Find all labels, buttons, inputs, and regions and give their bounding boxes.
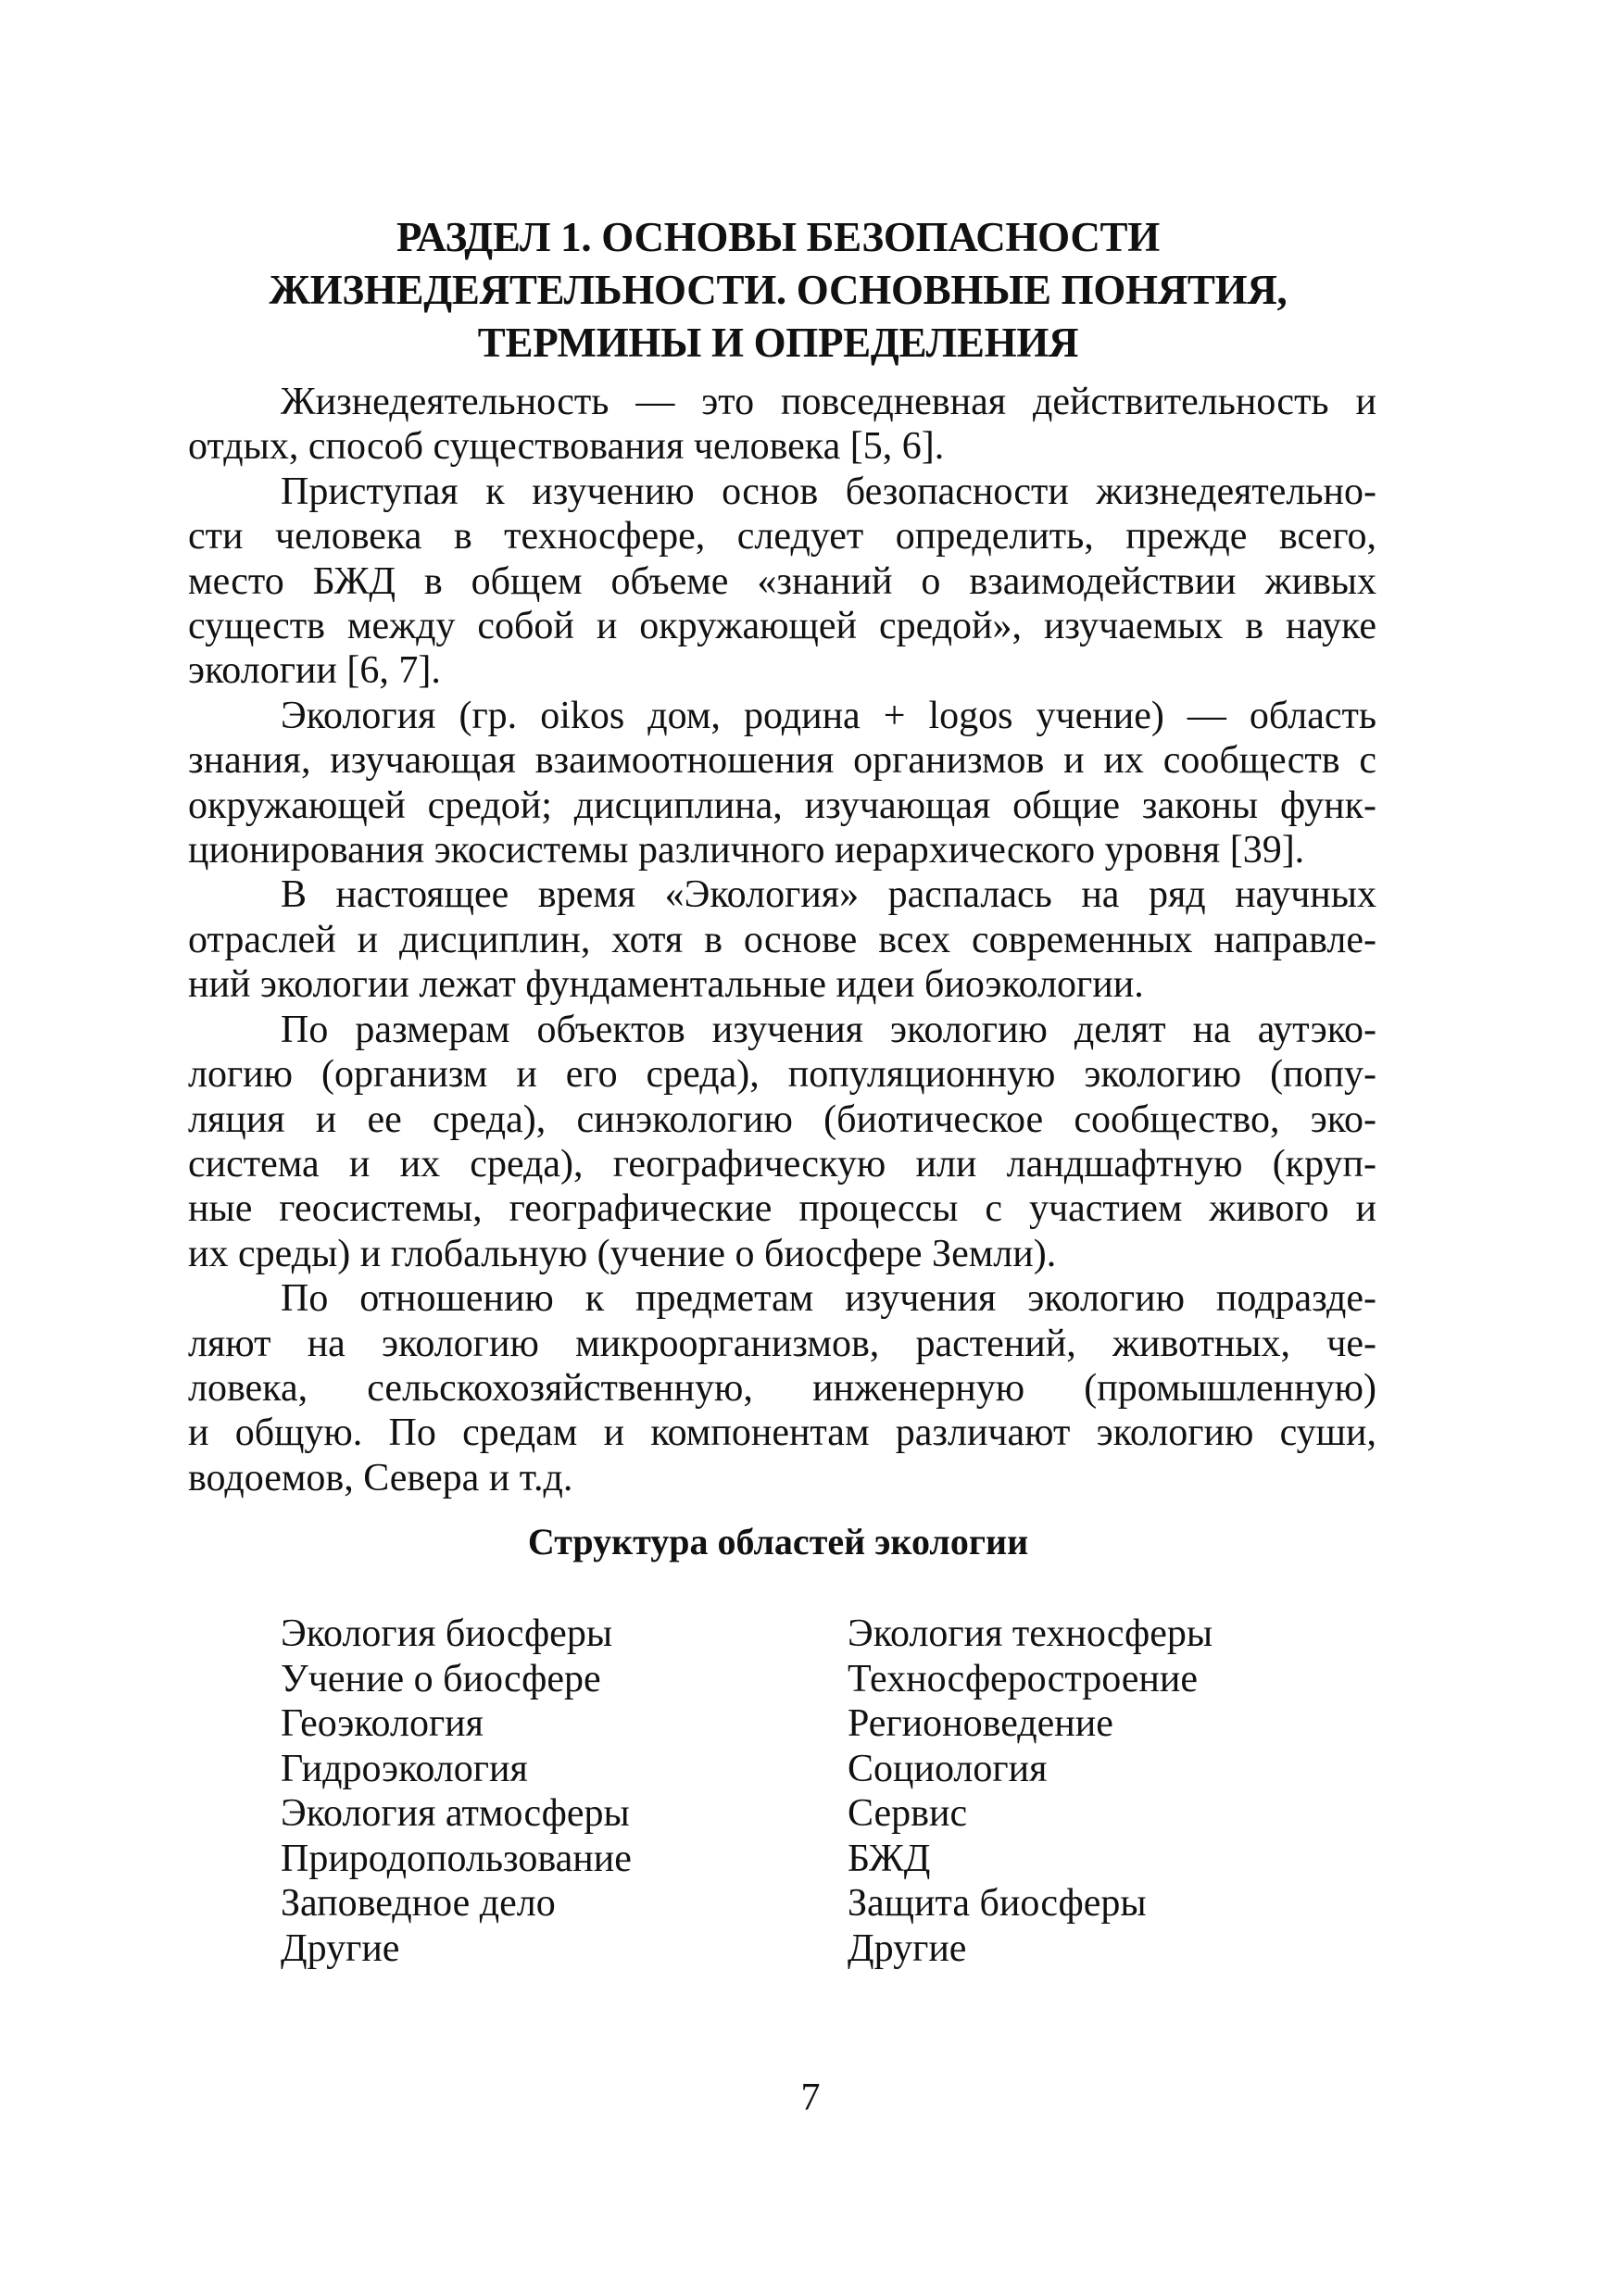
paragraph-ecology-branches [188,872,1376,1007]
list-item: Гидроэкология [281,1747,528,1790]
heading-line: ТЕРМИНЫ И ОПРЕДЕЛЕНИЯ [477,320,1079,366]
list-item: Регионоведение [848,1702,1113,1745]
text-line: ляция и ее среда), синэкологию (биотическое сообщество, эко- [188,1098,1376,1141]
text-line: их среды) и глобальную (учение о биосфере Земли). [188,1232,1057,1275]
text-line: существ между собой и окружающей средой», изучаемых в науке [188,605,1376,648]
section-heading [185,211,1371,370]
list-item: Заповедное дело [281,1882,556,1925]
list-item: Экология техносферы [848,1612,1213,1655]
paragraph-object-size [188,1008,1376,1276]
text-line: место БЖД в общем объеме «знаний о взаимодействии живых [188,559,1376,603]
text-line: окружающей средой; дисциплина, изучающая общие законы функ- [188,784,1376,827]
list-item: Защита биосферы [848,1882,1147,1925]
text-line: По отношению к предметам изучения экологию подразде- [281,1277,1376,1321]
paragraph-bzhd-place [188,470,1376,694]
list-item: БЖД [848,1837,931,1880]
text-line: Жизнедеятельность — это повседневная действительность и [281,381,1376,423]
text-line: отраслей и дисциплин, хотя в основе всех современных направле- [188,918,1376,961]
text-line: и общую. По средам и компонентам различают экологию суши, [188,1411,1376,1455]
heading-line: РАЗДЕЛ 1. ОСНОВЫ БЕЗОПАСНОСТИ [396,214,1160,260]
text-line: экологии [6, 7]. [188,649,441,693]
text-line: ционирования экосистемы различного иерархического уровня [39]. [188,829,1305,872]
list-item: Экология атмосферы [281,1792,630,1835]
page-number: 7 [800,2076,821,2119]
heading-line: ЖИЗНЕДЕЯТЕЛЬНОСТИ. ОСНОВНЫЕ ПОНЯТИЯ, [269,267,1288,313]
list-item: Сервис [848,1792,968,1835]
paragraph-ecology-definition [188,694,1376,873]
structure-title: Структура областей экологии [527,1521,1029,1562]
list-item: Учение о биосфере [281,1657,601,1700]
list-item: Техносферостроение [848,1657,1198,1700]
structure-left-column [281,1612,632,1971]
structure-right-column [848,1612,1213,1971]
list-item: Социология [848,1747,1048,1790]
text-line: отдых, способ существования человека [5, 6]. [188,425,945,469]
paragraph-subject-division [188,1276,1376,1500]
list-item: Геоэкология [281,1702,484,1745]
text-line: ний экологии лежат фундаментальные идеи биоэкологии. [188,963,1144,1007]
text-line: В настоящее время «Экология» распалась на ряд научных [281,873,1376,917]
body-text [188,380,1376,1500]
list-item: Экология биосферы [281,1612,613,1655]
text-line: знания, изучающая взаимоотношения организмов и их сообществ с [188,739,1376,783]
text-line: система и их среда), географическую или ландшафтную (круп- [188,1142,1376,1186]
text-line: ловека, сельскохозяйственную, инженерную (промышленную) [188,1366,1376,1410]
paragraph-definition [188,380,1376,470]
list-item: Природопользование [281,1837,632,1880]
text-line: Приступая к изучению основ безопасности жизнедеятельно- [281,470,1376,513]
text-line: ные геосистемы, географические процессы с участием живого и [188,1187,1376,1231]
text-line: водоемов, Севера и т.д. [188,1456,573,1499]
text-line: По размерам объектов изучения экологию делят на аутэко- [281,1008,1376,1051]
text-line: сти человека в техносфере, следует определить, прежде всего, [188,515,1376,558]
text-line: ляют на экологию микроорганизмов, растений, животных, че- [188,1322,1376,1365]
text-line: Экология (гр. oikos дом, родина + logos учение) — область [281,694,1376,737]
list-item: Другие [281,1926,400,1970]
text-line: логию (организм и его среда), популяционную экологию (попу- [188,1053,1376,1097]
list-item: Другие [848,1926,967,1970]
